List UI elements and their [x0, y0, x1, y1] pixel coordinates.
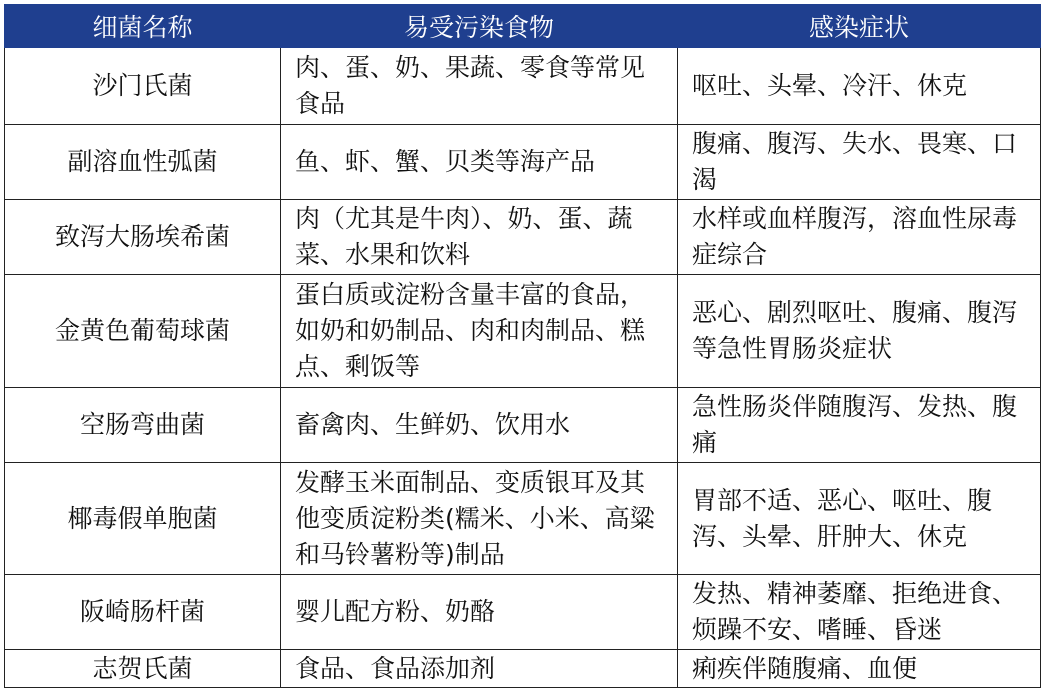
header-bacteria-name: 细菌名称 [5, 5, 281, 48]
table-row [5, 200, 1041, 275]
bacteria-name-cell: 沙门氏菌 [5, 48, 281, 125]
table-row [5, 48, 1041, 125]
table-row [5, 125, 1041, 200]
table-row [5, 388, 1041, 463]
symptoms-cell: 呕吐、头晕、冷汗、休克 [678, 48, 1041, 125]
food-cell: 肉（尤其是牛肉）、奶、蛋、蔬菜、水果和饮料 [281, 200, 678, 275]
bacteria-name-cell: 空肠弯曲菌 [5, 388, 281, 463]
symptoms-cell: 胃部不适、恶心、呕吐、腹泻、头晕、肝肿大、休克 [678, 463, 1041, 575]
table-row [5, 463, 1041, 575]
symptoms-cell: 水样或血样腹泻，溶血性尿毒症综合 [678, 200, 1041, 275]
symptoms-cell: 腹痛、腹泻、失水、畏寒、口渴 [678, 125, 1041, 200]
food-cell: 鱼、虾、蟹、贝类等海产品 [281, 125, 678, 200]
bacteria-table [4, 4, 1041, 688]
food-cell: 发酵玉米面制品、变质银耳及其他变质淀粉类(糯米、小米、高粱和马铃薯粉等)制品 [281, 463, 678, 575]
bacteria-name-cell: 金黄色葡萄球菌 [5, 275, 281, 388]
food-cell: 蛋白质或淀粉含量丰富的食品，如奶和奶制品、肉和肉制品、糕点、剩饭等 [281, 275, 678, 388]
table-row [5, 275, 1041, 388]
symptoms-cell: 恶心、剧烈呕吐、腹痛、腹泻等急性胃肠炎症状 [678, 275, 1041, 388]
bacteria-name-cell: 阪崎肠杆菌 [5, 575, 281, 650]
bacteria-name-cell: 志贺氏菌 [5, 650, 281, 688]
table-row [5, 575, 1041, 650]
bacteria-name-cell: 致泻大肠埃希菌 [5, 200, 281, 275]
food-cell: 婴儿配方粉、奶酪 [281, 575, 678, 650]
symptoms-cell: 痢疾伴随腹痛、血便 [678, 650, 1041, 688]
symptoms-cell: 急性肠炎伴随腹泻、发热、腹痛 [678, 388, 1041, 463]
food-cell: 食品、食品添加剂 [281, 650, 678, 688]
food-cell: 畜禽肉、生鲜奶、饮用水 [281, 388, 678, 463]
header-row [5, 5, 1041, 48]
bacteria-name-cell: 副溶血性弧菌 [5, 125, 281, 200]
header-symptoms: 感染症状 [678, 5, 1041, 48]
symptoms-cell: 发热、精神萎靡、拒绝进食、烦躁不安、嗜睡、昏迷 [678, 575, 1041, 650]
bacteria-name-cell: 椰毒假单胞菌 [5, 463, 281, 575]
food-cell: 肉、蛋、奶、果蔬、零食等常见食品 [281, 48, 678, 125]
table-row [5, 650, 1041, 688]
header-contaminated-food: 易受污染食物 [281, 5, 678, 48]
